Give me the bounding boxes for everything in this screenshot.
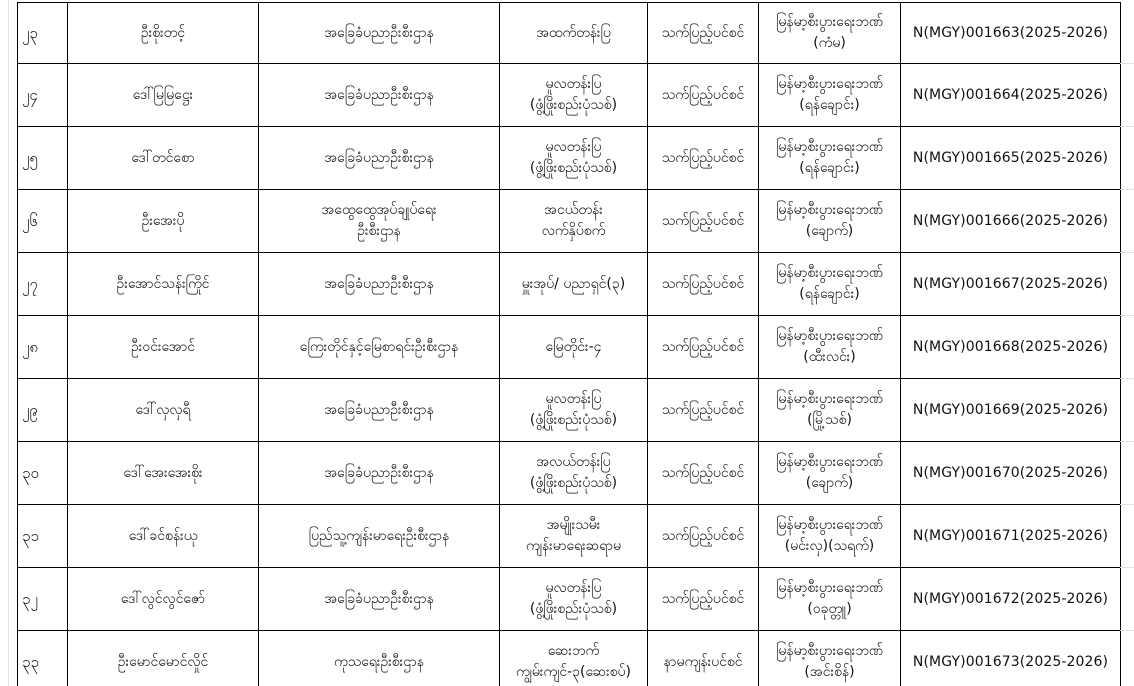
cell-name[interactable]: [68, 631, 259, 686]
cell-bank-branch-line: မြန်မာ့စီးပွားရေးဘဏ်: [776, 265, 883, 281]
cell-name[interactable]: [68, 505, 259, 568]
cell-position[interactable]: [500, 64, 648, 127]
cell-position[interactable]: [500, 253, 648, 316]
cell-certificate-number-text: N(MGY)001664(2025-2026): [912, 86, 1109, 103]
cell-bank-branch[interactable]: [759, 3, 901, 64]
table-row: [18, 379, 1121, 442]
cell-bank-branch[interactable]: [759, 253, 901, 316]
cell-serial-number-text: ၂၉: [22, 400, 38, 419]
cell-position-line: ဆေးဘက်: [547, 643, 600, 659]
cell-department[interactable]: [259, 127, 500, 190]
cell-department[interactable]: [259, 442, 500, 505]
cell-bank-branch-line: (ရန်ချောင်း): [799, 97, 860, 113]
cell-bank-branch-line: (ချောက်): [805, 223, 854, 239]
cell-department[interactable]: [259, 3, 500, 64]
cell-certificate-number-text: N(MGY)001673(2025-2026): [912, 653, 1109, 670]
cell-pension-type-text: သက်ပြည့်ပင်စင်: [661, 86, 745, 103]
cell-department-text: အခြေခံပညာဦးစီးဌာန: [324, 590, 434, 607]
cell-name[interactable]: [68, 316, 259, 379]
cell-bank-branch-line: မြန်မာ့စီးပွားရေးဘဏ်: [776, 517, 883, 533]
cell-name-text: ဒေါ်ခင်စန်းယု: [128, 527, 198, 544]
cell-serial-number[interactable]: [18, 253, 68, 316]
cell-certificate-number[interactable]: [901, 253, 1121, 316]
cell-name-text: ဦးအောင်သန်းကြိုင်: [116, 275, 210, 292]
cell-serial-number[interactable]: [18, 127, 68, 190]
cell-department-text: ကြေးတိုင်နှင့်မြေစာရင်းဦးစီးဌာန: [299, 338, 459, 355]
cell-name-text: ဦးမောင်မောင်လှိုင်: [117, 653, 209, 670]
cell-position-line: မူလတန်းပြ: [545, 391, 602, 407]
cell-department-line: ဦးစီးဌာန: [357, 223, 401, 239]
cell-name[interactable]: [68, 442, 259, 505]
cell-department[interactable]: [259, 505, 500, 568]
table-row: [18, 631, 1121, 686]
cell-pension-type[interactable]: [648, 316, 759, 379]
cell-position-line: အလယ်တန်းပြ: [536, 454, 611, 470]
cell-pension-type-text: သက်ပြည့်ပင်စင်: [661, 338, 745, 355]
cell-pension-type[interactable]: [648, 253, 759, 316]
cell-position[interactable]: [500, 631, 648, 686]
cell-certificate-number[interactable]: [901, 64, 1121, 127]
cell-position-line: (ဖွံ့ဖြိုးစည်းပုံသစ်): [529, 475, 618, 491]
cell-pension-type-text: သက်ပြည့်ပင်စင်: [661, 275, 745, 292]
pension-table: [17, 2, 1121, 686]
cell-certificate-number-text: N(MGY)001669(2025-2026): [912, 401, 1109, 418]
cell-bank-branch-line: မြန်မာ့စီးပွားရေးဘဏ်: [776, 202, 883, 218]
table-row: [18, 253, 1121, 316]
cell-name[interactable]: [68, 253, 259, 316]
cell-name-text: ဦးဝင်းအောင်: [131, 338, 195, 355]
cell-pension-type[interactable]: [648, 3, 759, 64]
table-row: [18, 442, 1121, 505]
cell-bank-branch[interactable]: [759, 64, 901, 127]
cell-serial-number[interactable]: [18, 316, 68, 379]
cell-pension-type-text: သက်ပြည့်ပင်စင်: [661, 149, 745, 166]
cell-name[interactable]: [68, 64, 259, 127]
cell-position[interactable]: [500, 442, 648, 505]
cell-name[interactable]: [68, 568, 259, 631]
gridline: [1120, 567, 1134, 568]
cell-department-text: အခြေခံပညာဦးစီးဌာန: [324, 86, 434, 103]
cell-name[interactable]: [68, 127, 259, 190]
cell-certificate-number[interactable]: [901, 316, 1121, 379]
grid-margin: [1120, 0, 1134, 686]
cell-bank-branch-line: မြန်မာ့စီးပွားရေးဘဏ်: [776, 328, 883, 344]
cell-bank-branch-line: မြန်မာ့စီးပွားရေးဘဏ်: [776, 139, 883, 155]
gridline: [1120, 126, 1134, 127]
cell-department-text: အခြေခံပညာဦးစီးဌာန: [324, 24, 434, 41]
cell-serial-number[interactable]: [18, 568, 68, 631]
gridline: [1120, 252, 1134, 253]
cell-bank-branch-line: (ရန်ချောင်း): [799, 286, 860, 302]
gridline: [1120, 315, 1134, 316]
gridline: [1120, 441, 1134, 442]
cell-certificate-number[interactable]: [901, 631, 1121, 686]
gridline: [1120, 378, 1134, 379]
cell-pension-type[interactable]: [648, 190, 759, 253]
cell-certificate-number-text: N(MGY)001663(2025-2026): [912, 24, 1109, 41]
cell-department-line: အထွေထွေအုပ်ချုပ်ရေး: [321, 202, 437, 218]
cell-position-line: မူလတန်းပြ: [545, 76, 602, 92]
cell-pension-type[interactable]: [648, 505, 759, 568]
cell-pension-type-text: သက်ပြည့်ပင်စင်: [661, 590, 745, 607]
table-row: [18, 127, 1121, 190]
gridline: [1120, 504, 1134, 505]
cell-bank-branch-line: (အင်းစိန်): [804, 664, 855, 680]
gridline: [1120, 189, 1134, 190]
cell-department-text: ပြည်သူ့ကျန်းမာရေးဦးစီးဌာန: [308, 527, 450, 544]
cell-position-line: မူလတန်းပြ: [545, 139, 602, 155]
cell-position-text: အထက်တန်းပြ: [536, 24, 611, 41]
table-row: [18, 316, 1121, 379]
cell-position-line: (ဖွံ့ဖြိုးစည်းပုံသစ်): [529, 412, 618, 428]
cell-position-line: မူလတန်းပြ: [545, 580, 602, 596]
table-row: [18, 505, 1121, 568]
cell-certificate-number[interactable]: [901, 379, 1121, 442]
cell-bank-branch-line: မြန်မာ့စီးပွားရေးဘဏ်: [776, 454, 883, 470]
cell-bank-branch-line: (မြို့သစ်): [807, 412, 852, 428]
cell-bank-branch[interactable]: [759, 505, 901, 568]
cell-department[interactable]: [259, 631, 500, 686]
cell-certificate-number-text: N(MGY)001666(2025-2026): [912, 212, 1109, 229]
cell-department-text: ကုသရေးဦးစီးဌာန: [334, 653, 424, 670]
cell-serial-number[interactable]: [18, 190, 68, 253]
cell-bank-branch-line: (ကံမ): [813, 35, 846, 51]
table-row: [18, 568, 1121, 631]
cell-position-line: (ဖွံ့ဖြိုးစည်းပုံသစ်): [529, 601, 618, 617]
table-row: [18, 3, 1121, 64]
cell-bank-branch-line: (ချောက်): [805, 475, 854, 491]
cell-certificate-number[interactable]: [901, 127, 1121, 190]
cell-pension-type[interactable]: [648, 379, 759, 442]
cell-name-text: ဦးစိုးတင့်: [140, 24, 186, 41]
cell-department[interactable]: [259, 568, 500, 631]
cell-serial-number[interactable]: [18, 3, 68, 64]
cell-department-text: အခြေခံပညာဦးစီးဌာန: [324, 149, 434, 166]
cell-department[interactable]: [259, 190, 500, 253]
cell-pension-type[interactable]: [648, 127, 759, 190]
cell-name-text: ဒေါ်လှလှရီ: [135, 401, 191, 418]
cell-certificate-number[interactable]: [901, 3, 1121, 64]
cell-serial-number[interactable]: [18, 505, 68, 568]
cell-position-line: (ဖွံ့ဖြိုးစည်းပုံသစ်): [529, 160, 618, 176]
cell-serial-number-text: ၃၃: [22, 652, 39, 671]
cell-position-line: အမျိုးသမီး: [546, 517, 601, 533]
cell-serial-number-text: ၂၅: [22, 148, 38, 167]
cell-certificate-number-text: N(MGY)001665(2025-2026): [912, 149, 1109, 166]
table-row: [18, 64, 1121, 127]
cell-department[interactable]: [259, 379, 500, 442]
cell-bank-branch[interactable]: [759, 379, 901, 442]
cell-name-text: ဒေါ်မြမြဋ္ဌေး: [132, 86, 194, 103]
cell-certificate-number[interactable]: [901, 505, 1121, 568]
cell-pension-type[interactable]: [648, 568, 759, 631]
cell-serial-number[interactable]: [18, 631, 68, 686]
cell-certificate-number-text: N(MGY)001667(2025-2026): [912, 275, 1109, 292]
cell-serial-number[interactable]: [18, 442, 68, 505]
cell-certificate-number[interactable]: [901, 568, 1121, 631]
cell-name-text: ဒေါ်တင်စော: [131, 149, 195, 166]
cell-position-line: ကျန်းမာရေးဆရာမ: [526, 538, 621, 554]
cell-position[interactable]: [500, 316, 648, 379]
cell-bank-branch-line: (ရန်ချောင်း): [799, 160, 860, 176]
table-body: [18, 3, 1121, 686]
cell-certificate-number-text: N(MGY)001671(2025-2026): [912, 527, 1109, 544]
cell-bank-branch-line: (မင်းလှ)(သရက်): [784, 538, 875, 554]
cell-pension-type[interactable]: [648, 442, 759, 505]
cell-bank-branch[interactable]: [759, 631, 901, 686]
cell-position-text: မှူးအုပ်/ ပညာရှင်(၃): [521, 275, 626, 292]
cell-position-line: ကျွမ်းကျင်-၃(ဆေးစပ်): [515, 664, 631, 680]
cell-name[interactable]: [68, 190, 259, 253]
cell-position-line: (ဖွံ့ဖြိုးစည်းပုံသစ်): [529, 97, 618, 113]
cell-serial-number-text: ၃၁: [22, 526, 39, 545]
cell-department-text: အခြေခံပညာဦးစီးဌာန: [324, 464, 434, 481]
gridline: [1120, 630, 1134, 631]
cell-certificate-number[interactable]: [901, 442, 1121, 505]
cell-bank-branch[interactable]: [759, 190, 901, 253]
cell-serial-number-text: ၂၄: [22, 85, 38, 104]
cell-position[interactable]: [500, 127, 648, 190]
cell-pension-type-text: နာမကျန်းပင်စင်: [663, 653, 743, 670]
cell-bank-branch-line: မြန်မာ့စီးပွားရေးဘဏ်: [776, 391, 883, 407]
cell-bank-branch[interactable]: [759, 568, 901, 631]
cell-department[interactable]: [259, 316, 500, 379]
cell-bank-branch[interactable]: [759, 442, 901, 505]
cell-serial-number-text: ၂၆: [22, 211, 38, 230]
gridline: [1120, 63, 1134, 64]
cell-bank-branch-line: (ထီးလင်း): [803, 349, 856, 365]
cell-name[interactable]: [68, 379, 259, 442]
cell-position-line: အငယ်တန်း: [544, 202, 603, 218]
cell-bank-branch[interactable]: [759, 316, 901, 379]
cell-name-text: ဦးအေးပို: [141, 212, 185, 229]
cell-serial-number-text: ၂၈: [22, 337, 38, 356]
cell-position[interactable]: [500, 190, 648, 253]
gridline: [8, 0, 9, 686]
cell-certificate-number[interactable]: [901, 190, 1121, 253]
cell-position[interactable]: [500, 379, 648, 442]
cell-bank-branch-line: မြန်မာ့စီးပွားရေးဘဏ်: [776, 580, 883, 596]
cell-pension-type[interactable]: [648, 631, 759, 686]
table-row: [18, 190, 1121, 253]
cell-department[interactable]: [259, 64, 500, 127]
cell-serial-number-text: ၂၇: [22, 274, 38, 293]
cell-certificate-number-text: N(MGY)001670(2025-2026): [912, 464, 1109, 481]
cell-bank-branch-line: (ဝခုတ္တူ): [807, 601, 852, 617]
cell-department[interactable]: [259, 253, 500, 316]
cell-serial-number[interactable]: [18, 64, 68, 127]
cell-pension-type-text: သက်ပြည့်ပင်စင်: [661, 212, 745, 229]
cell-pension-type-text: သက်ပြည့်ပင်စင်: [661, 24, 745, 41]
cell-serial-number-text: ၃၀: [22, 463, 39, 482]
cell-pension-type-text: သက်ပြည့်ပင်စင်: [661, 401, 745, 418]
cell-pension-type[interactable]: [648, 64, 759, 127]
cell-position[interactable]: [500, 3, 648, 64]
cell-bank-branch-line: မြန်မာ့စီးပွားရေးဘဏ်: [776, 643, 883, 659]
cell-name[interactable]: [68, 3, 259, 64]
cell-name-text: ဒေါ်အေးအေးစိုး: [123, 464, 203, 481]
cell-bank-branch-line: မြန်မာ့စီးပွားရေးဘဏ်: [776, 14, 883, 30]
cell-position[interactable]: [500, 568, 648, 631]
cell-pension-type-text: သက်ပြည့်ပင်စင်: [661, 464, 745, 481]
cell-serial-number[interactable]: [18, 379, 68, 442]
cell-name-text: ဒေါ်လွင်လွင်ဇော်: [120, 590, 206, 607]
cell-serial-number-text: ၂၃: [22, 23, 38, 42]
cell-serial-number-text: ၃၂: [22, 589, 38, 608]
cell-bank-branch-line: မြန်မာ့စီးပွားရေးဘဏ်: [776, 76, 883, 92]
cell-bank-branch[interactable]: [759, 127, 901, 190]
cell-position[interactable]: [500, 505, 648, 568]
cell-certificate-number-text: N(MGY)001668(2025-2026): [912, 338, 1109, 355]
cell-position-text: မြေတိုင်း-၄: [545, 338, 602, 355]
cell-position-line: လက်နှိပ်စက်: [541, 223, 606, 239]
cell-department-text: အခြေခံပညာဦးစီးဌာန: [324, 401, 434, 418]
cell-department-text: အခြေခံပညာဦးစီးဌာန: [324, 275, 434, 292]
cell-certificate-number-text: N(MGY)001672(2025-2026): [912, 590, 1109, 607]
cell-pension-type-text: သက်ပြည့်ပင်စင်: [661, 527, 745, 544]
